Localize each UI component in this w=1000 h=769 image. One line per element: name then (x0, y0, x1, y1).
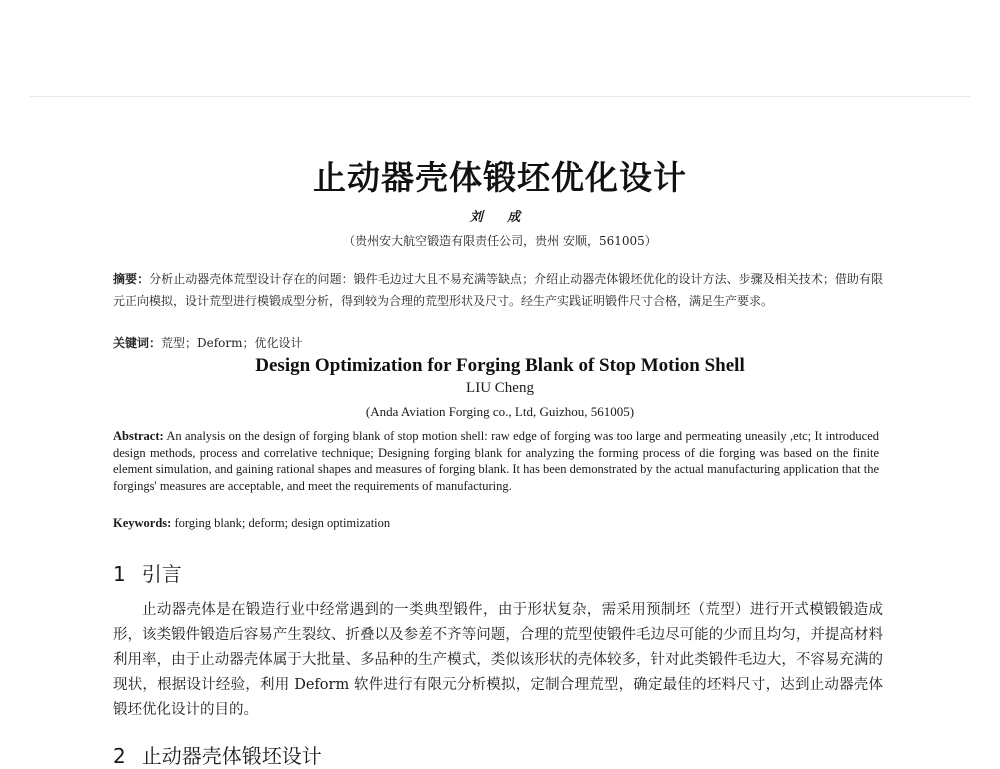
abstract-chinese-text: 分析止动器壳体荒型设计存在的问题：锻件毛边过大且不易充满等缺点；介绍止动器壳体锻坯优化的设计方法、步骤及相关技术；借助有限元正向模拟，设计荒型进行模锻成型分析，得到较为合理的荒型形状及尺寸。经生产实践证明锻件尺寸合格，满足生产要求。 (113, 272, 883, 308)
abstract-english-text: An analysis on the design of forging blank of stop motion shell: raw edge of forging was too large and permeating uneasily ,etc; It introduced design methods, process and correlative technique; Designing forging blank for analyzing the forming process of die forging was based on the finite element simulation, and gaining rational shapes and measures of forging blank. It has been demonstrated by the actual manufacturing application that the forgings' measures are acceptable, and meet the requirements of manufacturing. (113, 429, 879, 493)
keywords-chinese (113, 334, 883, 351)
section-1-body: 止动器壳体是在锻造行业中经常遇到的一类典型锻件，由于形状复杂，需采用预制坯（荒型）进行开式模锻锻造成形，该类锻件锻造后容易产生裂纹、折叠以及参差不齐等问题，合理的荒型使锻件毛边尽可能的少而且均匀，并提高材料利用率，由于止动器壳体属于大批量、多品种的生产模式，类似该形状的壳体较多，针对此类锻件毛边大，不容易充满的现状，根据设计经验，利用 Deform 软件进行有限元分析模拟，定制合理荒型，确定最佳的坯料尺寸，达到止动器壳体锻坯优化设计的目的。 (113, 602, 883, 718)
keywords-english (113, 516, 883, 531)
affiliation-english: (Anda Aviation Forging co., Ltd, Guizhou, 561005) (365, 404, 635, 419)
section-2-number: 2 (113, 744, 126, 768)
title-chinese: 止动器壳体锻坯优化设计 (313, 158, 687, 197)
affiliation-chinese: （贵州安大航空锻造有限责任公司，贵州 安顺，561005） (343, 234, 657, 248)
section-2-heading (113, 740, 322, 769)
section-1-heading (113, 558, 182, 587)
section-1-number: 1 (113, 562, 126, 586)
abstract-english-label: Abstract: (113, 429, 164, 443)
scan-artifact-line (30, 96, 970, 97)
keywords-english-label: Keywords: (113, 516, 172, 530)
keywords-english-text: forging blank; deform; design optimization (174, 516, 391, 530)
author-chinese: 刘 成 (469, 210, 531, 225)
title-english: Design Optimization for Forging Blank of Stop Motion Shell (255, 355, 745, 376)
keywords-chinese-label: 关键词： (113, 336, 162, 350)
abstract-english (113, 428, 879, 494)
author-english: LIU Cheng (466, 380, 534, 396)
abstract-chinese-label: 摘要： (113, 272, 150, 286)
section-2-title: 止动器壳体锻坯设计 (141, 744, 322, 768)
keywords-chinese-text: 荒型；Deform；优化设计 (161, 336, 303, 350)
section-1-title: 引言 (141, 562, 182, 586)
abstract-chinese (113, 268, 883, 312)
